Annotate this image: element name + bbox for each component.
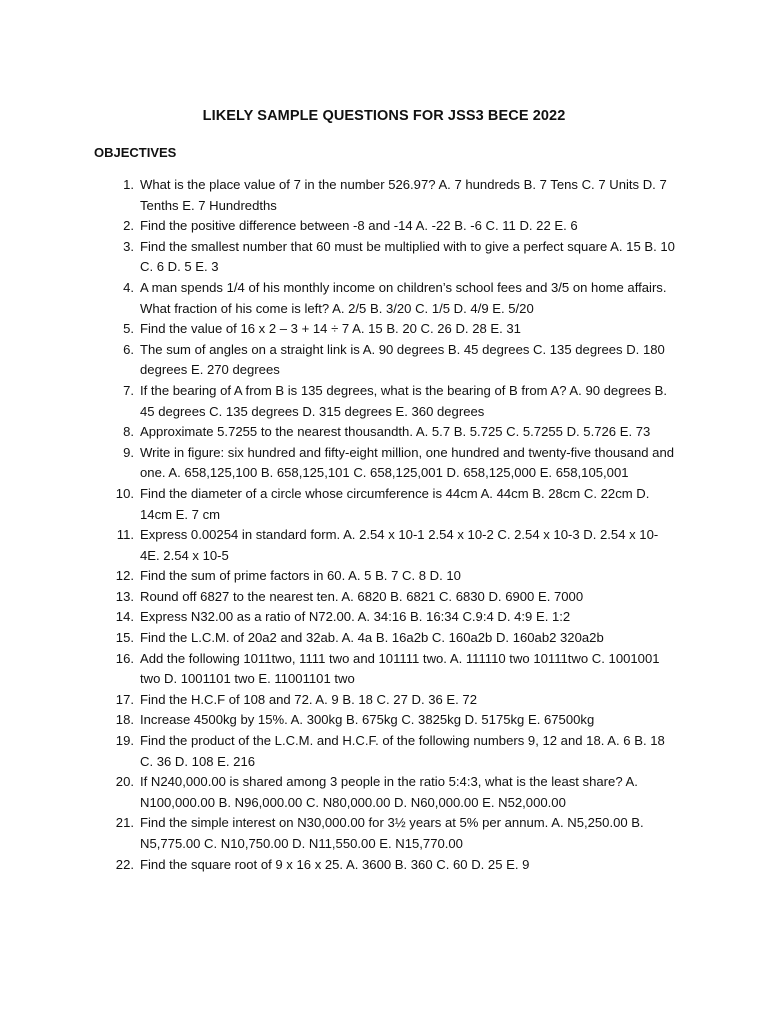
- question-number: 1.: [123, 177, 134, 192]
- question-text: Find the positive difference between -8 and -14 A. -22 B. -6 C. 11 D. 22 E. 6: [140, 218, 578, 234]
- question-item: [0, 278, 676, 319]
- question-number: 22.: [115, 856, 134, 872]
- question-text: Find the value of 16 x 2 – 3 + 14 ÷ 7 A. 15 B. 20 C. 26 D. 28 E. 31: [140, 321, 521, 337]
- question-text: Find the square root of 9 x 16 x 25. A. 3600 B. 360 C. 60 D. 25 E. 9: [140, 856, 530, 872]
- question-item: [0, 690, 676, 711]
- question-text: Find the diameter of a circle whose circumference is 44cm A. 44cm B. 28cm C. 22cm D. 14cm E. 7 cm: [140, 485, 650, 522]
- question-item: [0, 710, 676, 731]
- question-number: 11.: [116, 527, 134, 543]
- question-number: 9.: [123, 444, 134, 460]
- question-list: [0, 175, 768, 875]
- question-item: [0, 175, 676, 216]
- question-number: 20.: [115, 774, 134, 790]
- question-text: If N240,000.00 is shared among 3 people in the ratio 5:4:3, what is the least share? A. N100,000.00 B. N96,000.00 C. N80,000.00 D. N60,000.00 E. N52,000.00: [140, 774, 638, 810]
- question-item: [0, 443, 676, 484]
- question-item: [0, 813, 676, 854]
- question-text: Find the sum of prime factors in 60. A. 5 B. 7 C. 8 D. 10: [140, 568, 461, 584]
- question-item: [0, 772, 676, 813]
- question-item: [0, 855, 676, 876]
- question-text: Express N32.00 as a ratio of N72.00. A. 34:16 B. 16:34 C.9:4 D. 4:9 E. 1:2: [140, 609, 571, 625]
- question-item: [0, 607, 676, 628]
- question-number: 17.: [115, 691, 134, 707]
- question-text: What is the place value of 7 in the number 526.97? A. 7 hundreds B. 7 Tens C. 7 Units D. 7 Tenths E. 7 Hundredths: [140, 177, 667, 213]
- question-number: 19.: [115, 733, 134, 749]
- question-text: Find the H.C.F of 108 and 72. A. 9 B. 18 C. 27 D. 36 E. 72: [140, 691, 477, 707]
- question-number: 16.: [115, 650, 134, 666]
- section-heading: OBJECTIVES: [94, 145, 177, 160]
- question-text: Find the product of the L.C.M. and H.C.F. of the following numbers 9, 12 and 18. A. 6 B. 18 C. 36 D. 108 E. 216: [140, 733, 665, 769]
- question-number: 21.: [115, 815, 134, 831]
- question-text: Add the following 1011two, 1111 two and 101111 two. A. 111110 two 10111two C. 1001001 two D. 1001101 two E. 11001101 two: [140, 650, 660, 687]
- question-number: 2.: [123, 218, 134, 234]
- question-text: If the bearing of A from B is 135 degrees, what is the bearing of B from A? A. 90 degrees B. 45 degrees C. 135 degrees D. 315 degrees E. 360 degrees: [140, 382, 667, 419]
- question-item: [0, 566, 676, 587]
- question-text: A man spends 1/4 of his monthly income on children’s school fees and 3/5 on home affairs. What fraction of his come is left? A. 2/5 B. 3/20 C. 1/5 D. 4/9 E. 5/20: [140, 279, 667, 316]
- document-title: LIKELY SAMPLE QUESTIONS FOR JSS3 BECE 2022: [202, 108, 566, 124]
- question-text: Round off 6827 to the nearest ten. A. 6820 B. 6821 C. 6830 D. 6900 E. 7000: [140, 588, 584, 604]
- question-number: 8.: [123, 424, 134, 440]
- question-item: [0, 381, 676, 422]
- question-item: [0, 628, 676, 649]
- question-number: 6.: [123, 341, 134, 357]
- question-number: 13.: [115, 588, 134, 604]
- question-number: 12.: [115, 568, 134, 584]
- question-text: Find the L.C.M. of 20a2 and 32ab. A. 4a B. 16a2b C. 160a2b D. 160ab2 320a2b: [140, 630, 604, 646]
- question-item: [0, 587, 676, 608]
- question-text: Express 0.00254 in standard form. A. 2.54 x 10-1 2.54 x 10-2 C. 2.54 x 10-3 D. 2.54 x 10-4E. 2.54 x 10-5: [140, 527, 659, 563]
- question-text: Approximate 5.7255 to the nearest thousandth. A. 5.7 B. 5.725 C. 5.7255 D. 5.726 E. 73: [140, 424, 651, 440]
- question-text: Write in figure: six hundred and fifty-eight million, one hundred and twenty-five thousand and one. A. 658,125,100 B. 658,125,101 C. 658,125,001 D. 658,125,000 E. 658,105,001: [140, 444, 675, 481]
- question-text: Find the simple interest on N30,000.00 for 3½ years at 5% per annum. A. N5,250.00 B. N5,775.00 C. N10,750.00 D. N11,550.00 E. N15,770.00: [140, 815, 644, 851]
- question-text: The sum of angles on a straight link is A. 90 degrees B. 45 degrees C. 135 degrees D. 180 degrees E. 270 degrees: [140, 341, 665, 378]
- question-number: 10.: [115, 485, 134, 501]
- question-number: 4.: [123, 279, 134, 295]
- question-item: [0, 525, 676, 566]
- question-text: Increase 4500kg by 15%. A. 300kg B. 675kg C. 3825kg D. 5175kg E. 67500kg: [140, 712, 595, 728]
- question-item: [0, 484, 676, 525]
- question-text: Find the smallest number that 60 must be multiplied with to give a perfect square A. 15 B. 10 C. 6 D. 5 E. 3: [140, 238, 675, 275]
- question-item: [0, 216, 676, 237]
- question-item: [0, 340, 676, 381]
- question-number: 14.: [115, 609, 134, 625]
- question-number: 7.: [123, 382, 134, 398]
- question-number: 3.: [123, 238, 134, 254]
- question-item: [0, 237, 676, 278]
- question-number: 5.: [123, 321, 134, 337]
- question-item: [0, 731, 676, 772]
- question-item: [0, 319, 676, 340]
- question-number: 15.: [115, 630, 134, 646]
- question-item: [0, 422, 676, 443]
- question-item: [0, 649, 676, 690]
- question-number: 18.: [115, 712, 134, 728]
